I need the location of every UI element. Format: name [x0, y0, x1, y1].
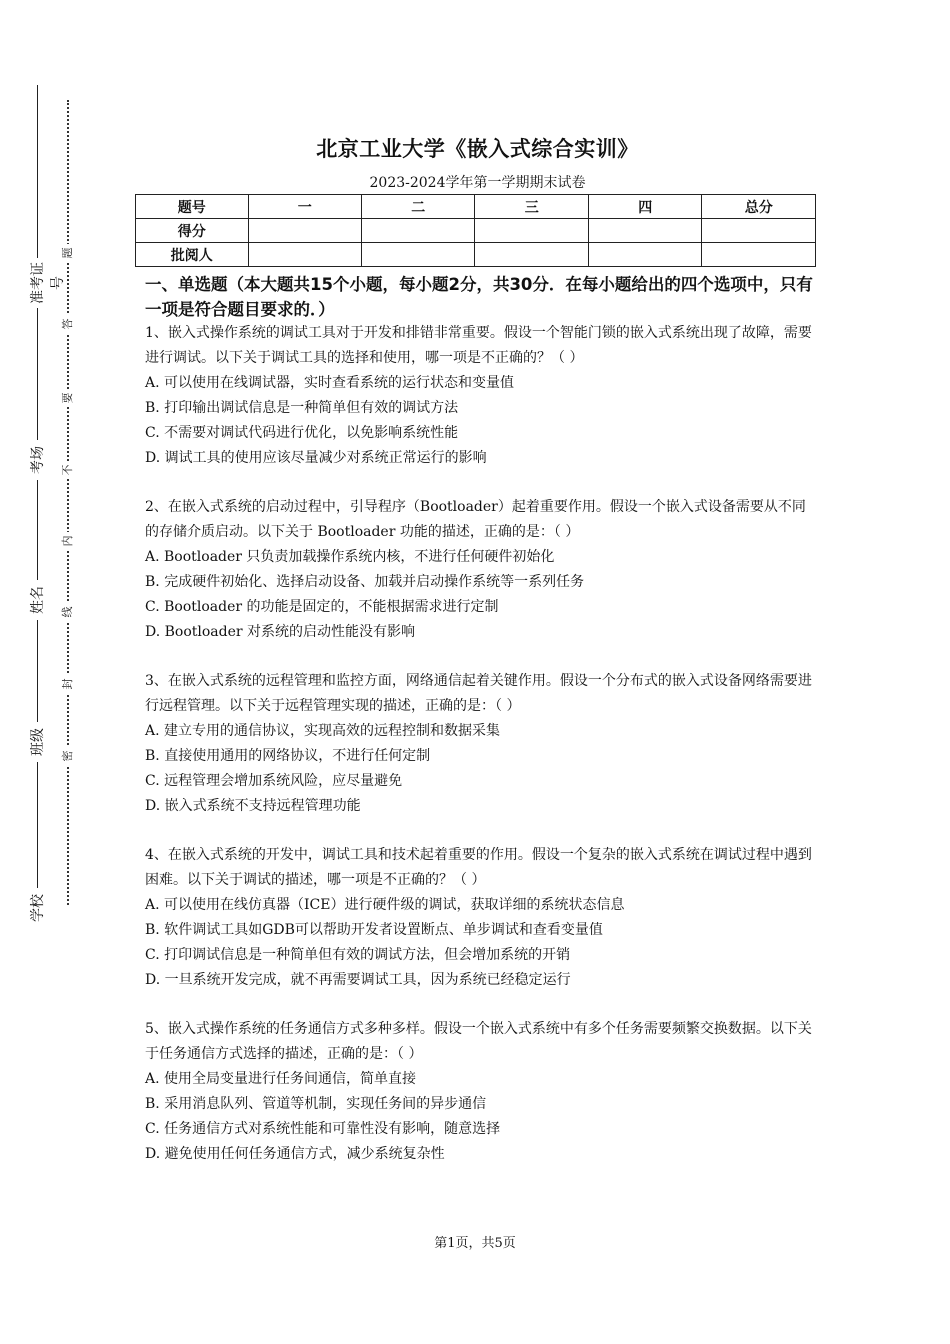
question-option: A. Bootloader 只负责加载操作系统内核，不进行任何硬件初始化: [145, 549, 555, 565]
question-option: C. 任务通信方式对系统性能和可靠性没有影响，随意选择: [145, 1121, 501, 1137]
question-option: C. 打印调试信息是一种简单但有效的调试方法，但会增加系统的开销: [145, 947, 571, 963]
question-option: D. 调试工具的使用应该尽量减少对系统正常运行的影响: [145, 450, 487, 466]
question-5: [145, 1017, 815, 1167]
score-header-cell: 总分: [702, 195, 816, 219]
question-stem: 4、在嵌入式系统的开发中，调试工具和技术起着重要的作用。假设一个复杂的嵌入式系统在调试过程中遇到困难。以下关于调试的描述，哪一项是不正确的？（ ）: [145, 847, 812, 888]
question-option: B. 采用消息队列、管道等机制，实现任务间的异步通信: [145, 1096, 487, 1112]
question-option: B. 完成硬件初始化、选择启动设备、加载并启动操作系统等一系列任务: [145, 574, 585, 590]
binding-dotted-line: [67, 100, 69, 905]
score-header-cell: 二: [361, 195, 474, 219]
question-option: B. 直接使用通用的网络协议，不进行任何定制: [145, 748, 431, 764]
reviewer-cell: [248, 243, 361, 267]
score-header-cell: 三: [475, 195, 588, 219]
reviewer-row: [136, 243, 816, 267]
seal-char-ti: 题: [60, 244, 76, 262]
score-cell: [248, 219, 361, 243]
question-stem: 2、在嵌入式系统的启动过程中，引导程序（Bootloader）起着重要作用。假设一个嵌入式设备需要从不同的存储介质启动。以下关于 Bootloader 功能的描述，正确的是：（ ）: [145, 499, 806, 540]
class-label: 班级: [28, 722, 48, 762]
question-stem: 3、在嵌入式系统的远程管理和监控方面，网络通信起着关键作用。假设一个分布式的嵌入式设备网络需要进行远程管理。以下关于远程管理实现的描述，正确的是：（ ）: [145, 673, 812, 714]
question-option: B. 打印输出调试信息是一种简单但有效的调试方法: [145, 400, 459, 416]
reviewer-cell: [702, 243, 816, 267]
seal-char-mi: 密: [60, 747, 76, 765]
exam-subtitle: 2023-2024学年第一学期期末试卷: [369, 175, 586, 191]
binding-solid-line: [37, 85, 38, 905]
seal-char-yao: 要: [60, 389, 76, 407]
seal-char-da: 答: [60, 315, 76, 333]
question-option: D. Bootloader 对系统的启动性能没有影响: [145, 624, 416, 640]
score-table-header-row: [136, 195, 816, 219]
question-3: [145, 669, 815, 819]
section-heading: 一、单选题（本大题共15个小题，每小题2分，共30分．在每小题给出的四个选项中，只有一项是符合题目要求的．）: [145, 275, 813, 319]
seal-char-nei: 内: [60, 532, 76, 550]
reviewer-cell: [588, 243, 701, 267]
question-option: C. Bootloader 的功能是固定的，不能根据需求进行定制: [145, 599, 499, 615]
question-option: C. 不需要对调试代码进行优化，以免影响系统性能: [145, 425, 459, 441]
school-label: 学校: [28, 888, 48, 928]
name-label: 姓名: [28, 580, 48, 620]
seal-char-bu: 不: [60, 461, 76, 479]
score-header-cell: 题号: [136, 195, 249, 219]
score-table: [135, 194, 816, 267]
question-2: [145, 495, 815, 645]
exam-room-label: 考场: [28, 440, 48, 480]
score-cell: [588, 219, 701, 243]
score-row: [136, 219, 816, 243]
reviewer-cell: [475, 243, 588, 267]
question-option: D. 避免使用任何任务通信方式，减少系统复杂性: [145, 1146, 445, 1162]
question-stem: 1、嵌入式操作系统的调试工具对于开发和排错非常重要。假设一个智能门锁的嵌入式系统出现了故障，需要进行调试。以下关于调试工具的选择和使用，哪一项是不正确的？（ ）: [145, 325, 812, 366]
score-header-cell: 四: [588, 195, 701, 219]
score-cell: [475, 219, 588, 243]
question-option: D. 一旦系统开发完成，就不再需要调试工具，因为系统已经稳定运行: [145, 972, 571, 988]
seal-char-xian: 线: [60, 603, 76, 621]
question-1: [145, 321, 815, 471]
score-header-cell: 一: [248, 195, 361, 219]
score-cell: [702, 219, 816, 243]
reviewer-row-label: 批阅人: [136, 243, 249, 267]
exam-title: 北京工业大学《嵌入式综合实训》: [316, 137, 639, 161]
exam-id-label: 准考证号: [28, 258, 48, 308]
question-option: B. 软件调试工具如GDB可以帮助开发者设置断点、单步调试和查看变量值: [145, 922, 603, 938]
reviewer-cell: [361, 243, 474, 267]
question-option: A. 可以使用在线调试器，实时查看系统的运行状态和变量值: [145, 375, 515, 391]
question-option: A. 建立专用的通信协议，实现高效的远程控制和数据采集: [145, 723, 501, 739]
question-stem: 5、嵌入式操作系统的任务通信方式多种多样。假设一个嵌入式系统中有多个任务需要频繁交换数据。以下关于任务通信方式选择的描述，正确的是：（ ）: [145, 1021, 812, 1062]
question-option: A. 可以使用在线仿真器（ICE）进行硬件级的调试，获取详细的系统状态信息: [145, 897, 625, 913]
seal-char-feng: 封: [60, 675, 76, 693]
page-number: 第1页，共5页: [434, 1236, 516, 1251]
question-option: C. 远程管理会增加系统风险，应尽量避免: [145, 773, 403, 789]
question-option: D. 嵌入式系统不支持远程管理功能: [145, 798, 361, 814]
score-cell: [361, 219, 474, 243]
question-option: A. 使用全局变量进行任务间通信，简单直接: [145, 1071, 417, 1087]
score-row-label: 得分: [136, 219, 249, 243]
question-4: [145, 843, 815, 993]
